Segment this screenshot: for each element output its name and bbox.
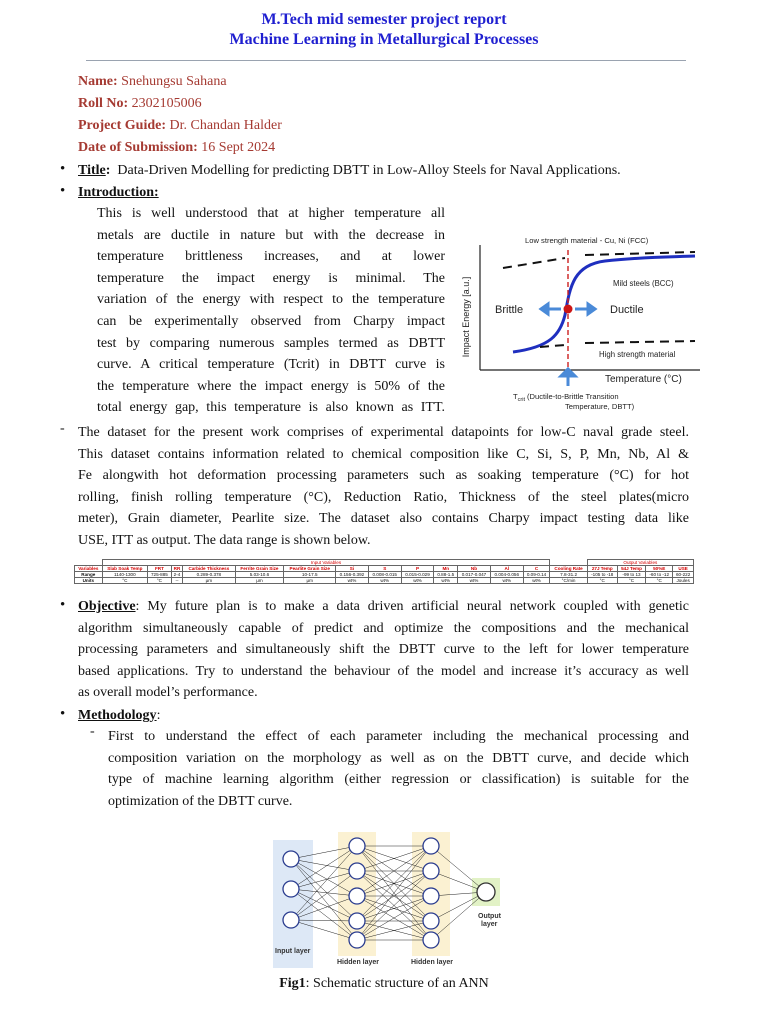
- table-row: [75, 572, 694, 578]
- table-cell: FRT: [148, 566, 172, 572]
- intro-line: the temperature where the impact energy is 50% of the: [97, 378, 445, 394]
- dash-bullet-icon: -: [90, 724, 95, 739]
- y-axis-label: Impact Energy [a.u.]: [461, 276, 471, 358]
- intro-line: This is well understood that at higher temperature all: [97, 206, 445, 221]
- info-guide: Project Guide: Dr. Chandan Halder: [78, 118, 282, 133]
- table-cell: Cooling Rate: [550, 566, 587, 572]
- table-cell: wt%: [336, 578, 369, 584]
- info-roll: Roll No: 2302105006: [78, 96, 202, 111]
- hidden-node: [423, 932, 439, 948]
- table-cell: 1140-1300: [102, 572, 147, 578]
- output-layer-label: layer: [481, 921, 498, 928]
- bullet-icon: •: [60, 183, 66, 199]
- table-cell: Carbide Thickness: [183, 566, 235, 572]
- intro-heading: Introduction:: [78, 185, 159, 200]
- methodology-heading: Methodology:: [78, 708, 161, 723]
- table-cell: wt%: [401, 578, 434, 584]
- intro-line: curve. A critical temperature (Tcrit) in DBTT curve is: [97, 357, 445, 373]
- table-cell: μm: [183, 578, 235, 584]
- tcrit-label: $T_{crit}$ (Ductile-to-Brittle Transition: [513, 392, 619, 403]
- table-cell: 50%E: [646, 566, 673, 572]
- hidden-node: [423, 888, 439, 904]
- table-cell: °C: [587, 578, 617, 584]
- table-cell: Ferrite Grain Size: [235, 566, 284, 572]
- report-title: M.Tech mid semester project report: [261, 11, 507, 28]
- objective-line: processing parameters and simultaneously shift the DBTT curve to the left for lower temperature: [78, 642, 689, 658]
- table-cell: 60-222: [673, 572, 694, 578]
- report-subtitle: Machine Learning in Metallurgical Processes: [229, 31, 539, 48]
- low-strength-label: Low strength material - Cu, Ni (FCC): [525, 236, 649, 245]
- input-node: [283, 912, 299, 928]
- methodology-paragraph: [108, 726, 689, 812]
- ductile-label: Ductile: [610, 304, 644, 316]
- dataset-line: meter), Grain diameter, Pearlite size. The dataset also contains Charpy impact testing data like: [78, 511, 689, 527]
- table-cell: wt%: [434, 578, 458, 584]
- objective-line: Objective: My future plan is to make a data driven artificial neural network coupled with genetic: [78, 599, 689, 614]
- table-cell: 0.09-0.14: [523, 572, 550, 578]
- table-cell: 0.88-1.5: [434, 572, 458, 578]
- intro-line: variation of the energy with respect to the temperature: [97, 292, 445, 308]
- dataset-line: rolling, finish rolling temperature (°C), Reduction Ratio, Thickness of the steel plates(micro: [78, 489, 689, 505]
- hidden-node: [349, 888, 365, 904]
- x-axis-label: Temperature (°C): [605, 374, 682, 385]
- objective-paragraph: [78, 596, 689, 704]
- high-strength-curve: [540, 341, 695, 347]
- input-node: [283, 851, 299, 867]
- table-cell: °C: [148, 578, 172, 584]
- objective-line: based applications. Try to understand the behaviour of the model and increase it’s accuracy as well: [78, 663, 689, 679]
- table-cell: C: [523, 566, 550, 572]
- table-cell: °C/min: [550, 578, 587, 584]
- ann-figure: [270, 832, 507, 970]
- table-cell: -105 to -18: [587, 572, 617, 578]
- header-divider: [86, 60, 686, 61]
- input-layer-label: Input layer: [275, 948, 311, 955]
- intro-line: test by comparing numerous samples termed as DBTT: [97, 335, 445, 351]
- output-variables-header: Output Variables: [587, 560, 693, 566]
- data-range-table: [74, 559, 694, 584]
- bcc-curve: [513, 256, 695, 352]
- table-cell: 54J Temp: [617, 566, 645, 572]
- bullet-icon: •: [60, 706, 66, 722]
- hidden-node: [423, 863, 439, 879]
- table-cell: 7.8-31.2: [550, 572, 587, 578]
- table-cell: wt%: [368, 578, 401, 584]
- fcc-curve: [585, 252, 695, 255]
- figure-caption: Fig1: Schematic structure of an ANN: [279, 976, 489, 991]
- info-date: Date of Submission: 16 Sept 2024: [78, 140, 276, 155]
- fcc-curve: [503, 258, 565, 268]
- dataset-line: USE, ITT as output. The data range is shown below.: [78, 532, 371, 548]
- title-line: Title: Data-Driven Modelling for predicting DBTT in Low-Alloy Steels for Naval Applications.: [78, 163, 621, 178]
- table-cell: wt%: [490, 578, 523, 584]
- table-cell: 0.289-0.378: [183, 572, 235, 578]
- row-label-cell: Units: [75, 578, 103, 584]
- table-cell: USE: [673, 566, 694, 572]
- up-arrow-icon: [561, 369, 575, 386]
- hidden-node: [349, 913, 365, 929]
- table-cell: S: [368, 566, 401, 572]
- table-cell: 5.03-10.6: [235, 572, 284, 578]
- hidden-layer-label: Hidden layer: [411, 959, 454, 966]
- table-row: [75, 578, 694, 584]
- dataset-line: Fe alongwith hot deformation processing parameters such as soaking temperature (°C) for hot: [78, 468, 689, 484]
- intro-line: temperature brittleness increases, and at lower: [97, 249, 445, 265]
- table-cell: μm: [284, 578, 336, 584]
- table-cell: 725-885: [148, 572, 172, 578]
- table-cell: -99 to 13: [617, 572, 645, 578]
- table-cell: 27J Temp: [587, 566, 617, 572]
- output-node: [477, 883, 495, 901]
- table-cell: 2-4: [171, 572, 182, 578]
- table-cell: Pearlite Grain Size: [284, 566, 336, 572]
- dataset-line: The dataset for the present work comprises of experimental datapoints for low-C naval grade steel.: [78, 425, 689, 440]
- mild-steels-label: Mild steels (BCC): [613, 279, 674, 288]
- methodology-line: composition variation on the morphology as well as on the DBTT curve, and decide which: [108, 750, 689, 766]
- table-cell: RR: [171, 566, 182, 572]
- hidden-node: [349, 863, 365, 879]
- objective-line: algorithm simultaneously capable of predict and optimize the compositions and the mechanical: [78, 620, 689, 636]
- hidden-node: [423, 913, 439, 929]
- table-cell: °C: [102, 578, 147, 584]
- methodology-line: type of machine learning algorithm (either regression or classification) is suitable for the: [108, 772, 689, 788]
- table-cell: wt%: [523, 578, 550, 584]
- intro-paragraph: [97, 203, 445, 419]
- bullet-icon: •: [60, 161, 66, 177]
- hidden-node: [349, 838, 365, 854]
- brittle-label: Brittle: [495, 304, 524, 316]
- tcrit-desc-label: Temperature, DBTT): [565, 402, 635, 411]
- output-layer-label: Output: [478, 913, 501, 920]
- table-cell: wt%: [458, 578, 491, 584]
- table-cell: 0.008-0.015: [368, 572, 401, 578]
- table-cell: Slab Soak Temp: [102, 566, 147, 572]
- high-strength-label: High strength material: [599, 350, 676, 359]
- methodology-line: First to understand the effect of each parameter including the mechanical processing and: [108, 729, 689, 744]
- table-cell: μm: [235, 578, 284, 584]
- row-label-cell: Variables: [75, 566, 103, 572]
- intro-line: temperature the impact energy is minimal. The: [97, 270, 445, 286]
- hidden-layer-label: Hidden layer: [337, 959, 380, 966]
- dash-bullet-icon: -: [60, 421, 65, 436]
- input-variables-header: Input Variables: [102, 560, 550, 566]
- dataset-line: This dataset contains information related to chemical composition like C, Si, S, P, Mn, Nb, Al &: [78, 446, 689, 462]
- table-cell: Nb: [458, 566, 491, 572]
- intro-line: metals are ductile in nature but with the decrease in: [97, 227, 445, 243]
- table-cell: Mn: [434, 566, 458, 572]
- right-arrow-icon: [575, 304, 595, 314]
- table-cell: 0.004-0.056: [490, 572, 523, 578]
- table-cell: °C: [646, 578, 673, 584]
- table-cell: 0.015-0.029: [401, 572, 434, 578]
- intro-line: can be experimentally observed from Charpy impact: [97, 313, 445, 329]
- table-cell: 0.017-0.047: [458, 572, 491, 578]
- methodology-line: optimization of the DBTT curve.: [108, 793, 293, 809]
- table-cell: °C: [617, 578, 645, 584]
- table-cell: 0.156-0.392: [336, 572, 369, 578]
- input-node: [283, 881, 299, 897]
- dataset-paragraph: [78, 422, 689, 552]
- table-cell: Al: [490, 566, 523, 572]
- hidden-node: [349, 932, 365, 948]
- table-cell: 10-17.5: [284, 572, 336, 578]
- dbtt-curve-figure: [455, 225, 710, 420]
- table-cell: Joules: [673, 578, 694, 584]
- row-label-cell: Range: [75, 572, 103, 578]
- intro-line: total energy gap, this temperature is also known as ITT.: [97, 400, 445, 416]
- info-name: Name: Snehungsu Sahana: [78, 74, 227, 89]
- ann-connections: [291, 846, 486, 940]
- left-arrow-icon: [541, 304, 561, 314]
- objective-line: as overall model’s performance.: [78, 685, 258, 701]
- hidden-node: [423, 838, 439, 854]
- bullet-icon: •: [60, 597, 66, 613]
- table-cell: -60 to -12: [646, 572, 673, 578]
- table-cell: P: [401, 566, 434, 572]
- table-cell: Si: [336, 566, 369, 572]
- table-cell: --: [171, 578, 182, 584]
- tcrit-point: [564, 305, 573, 314]
